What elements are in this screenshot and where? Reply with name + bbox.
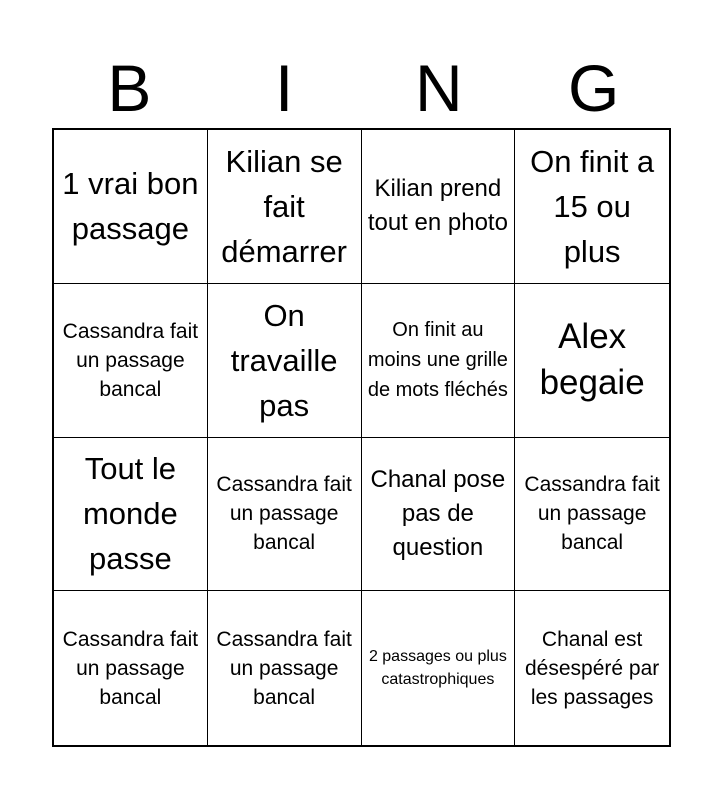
- bingo-cell-text: On finit a 15 ou plus: [530, 143, 655, 269]
- bingo-cell-text: Cassandra fait un passage bancal: [62, 627, 199, 709]
- bingo-cell-text: Cassandra fait un passage bancal: [216, 627, 352, 709]
- bingo-cell-text: On travaille pas: [230, 297, 338, 423]
- bingo-cell-text: Kilian se fait démarrer: [221, 143, 347, 269]
- bingo-card-grid: [52, 128, 671, 747]
- bingo-cell-text: Chanal est désespéré par les passages: [524, 627, 660, 709]
- bingo-cell[interactable]: [208, 591, 362, 745]
- bingo-cell-text: 1 vrai bon passage: [62, 166, 199, 247]
- bingo-cell[interactable]: [208, 130, 362, 284]
- bingo-cell[interactable]: [362, 130, 516, 284]
- bingo-cell-text: Chanal pose pas de question: [370, 465, 506, 561]
- bingo-cell[interactable]: [54, 130, 208, 284]
- bingo-cell[interactable]: [515, 438, 669, 592]
- bingo-cell-text: On finit au moins une grille de mots fléchés: [367, 319, 508, 402]
- bingo-cell[interactable]: [515, 284, 669, 438]
- bingo-cell-text: Alex begaie: [539, 317, 645, 403]
- bingo-cell[interactable]: [515, 130, 669, 284]
- bingo-cell-text: Cassandra fait un passage bancal: [216, 473, 352, 555]
- header-letter-g: G: [567, 51, 620, 125]
- header-letter-n: N: [415, 51, 463, 125]
- bingo-cell[interactable]: [362, 438, 516, 592]
- bingo-header: [52, 48, 671, 128]
- bingo-cell-text: Cassandra fait un passage bancal: [62, 319, 199, 401]
- bingo-cell[interactable]: [208, 284, 362, 438]
- bingo-cell[interactable]: [515, 591, 669, 745]
- bingo-cell[interactable]: [208, 438, 362, 592]
- header-letter-b: B: [107, 51, 152, 125]
- bingo-cell[interactable]: [54, 284, 208, 438]
- bingo-cell-text: 2 passages ou plus catastrophiques: [368, 648, 507, 689]
- bingo-cell[interactable]: [54, 591, 208, 745]
- bingo-cell[interactable]: [54, 438, 208, 592]
- header-letter-i: I: [274, 51, 294, 125]
- bingo-cell[interactable]: [362, 591, 516, 745]
- bingo-cell-text: Kilian prend tout en photo: [367, 175, 508, 237]
- bingo-cell[interactable]: [362, 284, 516, 438]
- bingo-cell-text: Cassandra fait un passage bancal: [524, 473, 660, 555]
- bingo-cell-text: Tout le monde passe: [82, 451, 178, 577]
